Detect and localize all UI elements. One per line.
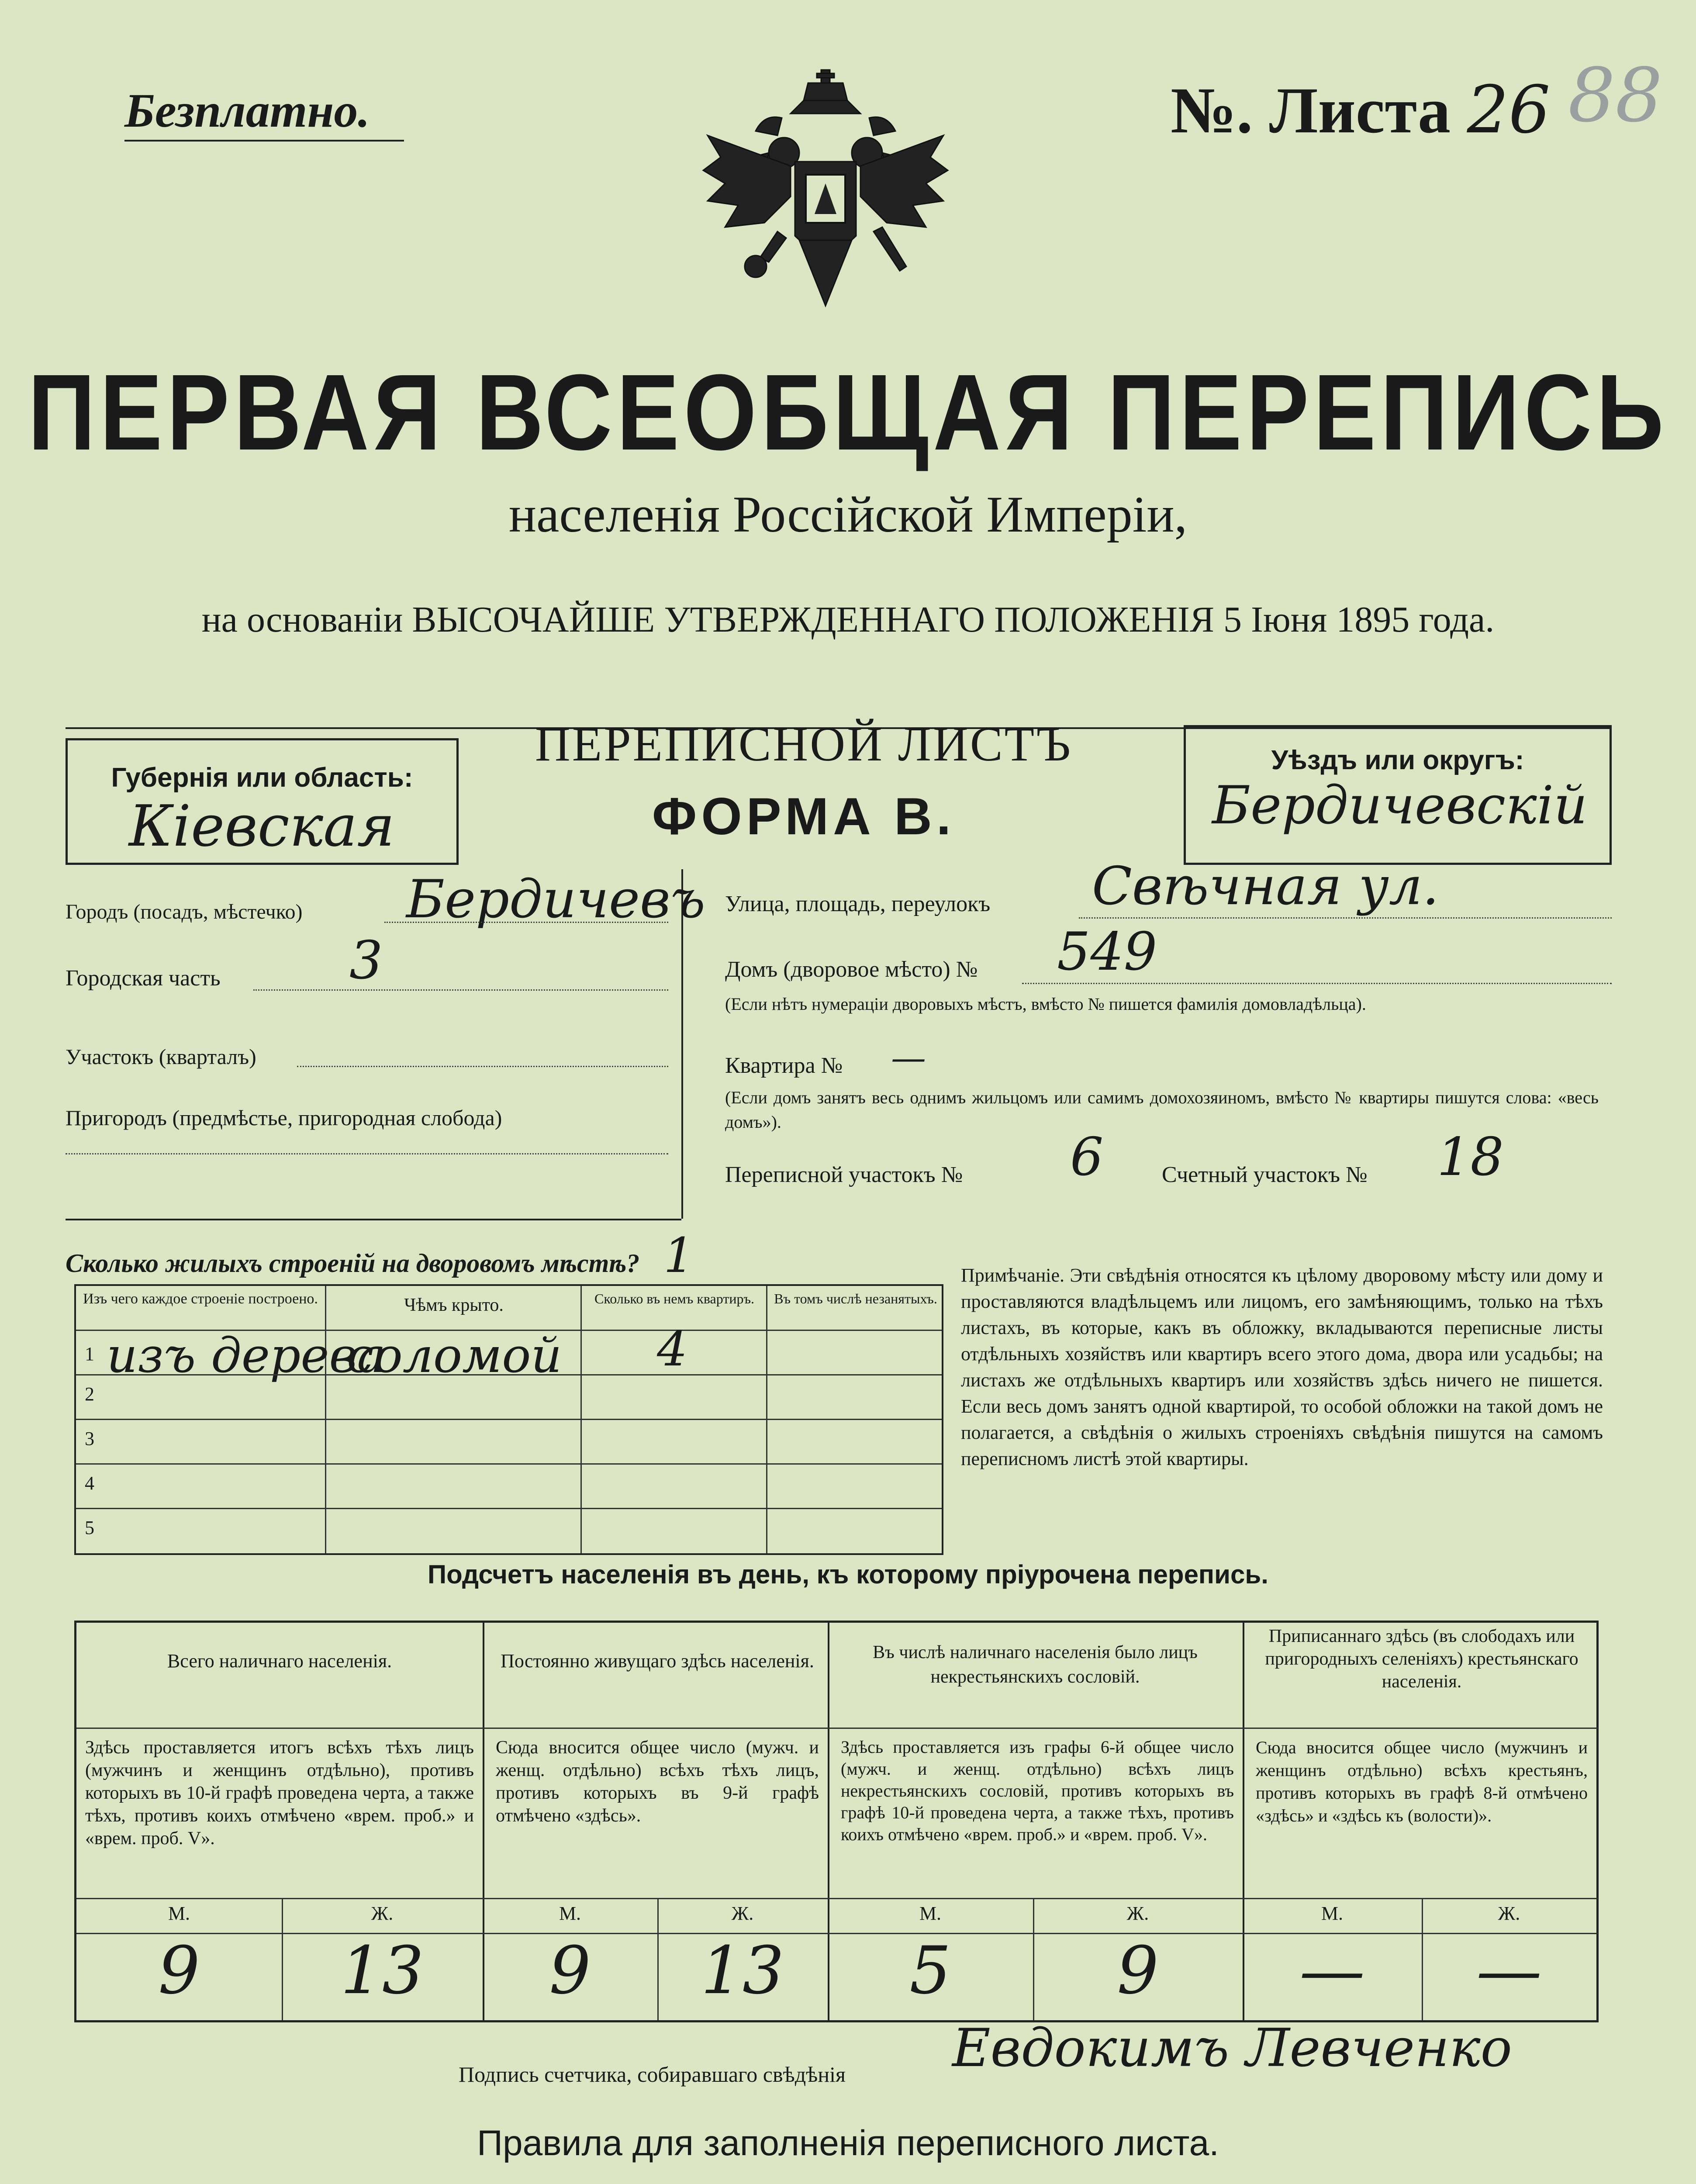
city-value: Бердичевъ xyxy=(406,869,705,930)
suburb-field-line xyxy=(66,1153,668,1154)
group-header: Постоянно живущаго здѣсь населенія. xyxy=(501,1650,814,1672)
roof-cell: соломой xyxy=(347,1327,562,1383)
subtitle: населенія Россійской Имперіи, xyxy=(508,486,1188,543)
buildings-answer: 1 xyxy=(663,1227,694,1283)
f-value: 13 xyxy=(340,1933,424,2009)
census-area-label: Переписной участокъ № xyxy=(725,1162,963,1187)
city-label: Городъ (посадъ, мѣстечко) xyxy=(66,900,303,923)
sheet-title: ПЕРЕПИСНОЙ ЛИСТЪ xyxy=(535,717,1073,771)
form-name: ФОРМА В. xyxy=(652,787,956,846)
desc-line xyxy=(76,1898,1597,1899)
row-number: 4 xyxy=(85,1472,94,1494)
f-label: Ж. xyxy=(731,1903,754,1924)
suburb-label: Пригородъ (предмѣстье, пригородная слобода) xyxy=(66,1106,502,1130)
street-label: Улица, площадь, переулокъ xyxy=(725,892,991,916)
uezd-box xyxy=(1184,725,1612,865)
group-desc: Сюда вносится общее число (мужчинъ и женщинъ отдѣльно) всѣхъ крестьянъ, противъ которыхъ въ графѣ 8-й отмѣчено «здѣсь» и «здѣсь къ (волости)». xyxy=(1256,1738,1588,1825)
table-row xyxy=(76,1419,942,1463)
city-part-label: Городская часть xyxy=(66,966,221,991)
m-label: М. xyxy=(1321,1903,1344,1924)
corner-number: 88 xyxy=(1568,52,1663,139)
house-label: Домъ (дворовое мѣсто) № xyxy=(725,957,978,982)
imperial-eagle-emblem xyxy=(690,66,961,319)
house-field-line xyxy=(1022,983,1612,984)
m-label: М. xyxy=(168,1903,190,1924)
population-title: Подсчетъ населенія въ день, къ которому пріурочена перепись. xyxy=(428,1560,1268,1589)
table-row xyxy=(76,1508,942,1552)
row-number: 1 xyxy=(85,1343,94,1365)
count-area-value: 18 xyxy=(1437,1127,1504,1188)
district-field-line xyxy=(297,1066,668,1067)
group-desc: Здѣсь проставляется изъ графы 6-й общее число (мужч. и женщ. отдѣльно) всѣхъ лицъ некрестьянскихъ сословій, противъ которыхъ въ графѣ 10-й проведена черта, а также тѣхъ, противъ коихъ отмѣчено «врем. проб.» и «врем. проб. V». xyxy=(841,1737,1234,1844)
row-number: 3 xyxy=(85,1428,94,1449)
f-label: Ж. xyxy=(1126,1903,1149,1924)
group-header: Приписаннаго здѣсь (въ слободахъ или пригородныхъ селеніяхъ) крестьянскаго населенія. xyxy=(1265,1626,1579,1692)
group-desc: Сюда вносится общее число (мужч. и женщ. отдѣльно) всѣхъ тѣхъ лицъ, противъ которыхъ въ 9-й графѣ отмѣчено «здѣсь». xyxy=(496,1738,819,1826)
house-value: 549 xyxy=(1057,922,1157,982)
row-number: 2 xyxy=(85,1383,94,1405)
m-label: М. xyxy=(559,1903,581,1924)
city-part-value: 3 xyxy=(349,930,383,991)
table-row xyxy=(76,1321,942,1383)
uezd-value: Бердичевскій xyxy=(1212,775,1588,836)
counter-signature: Евдокимъ Левченко xyxy=(952,2018,1512,2079)
f-value: — xyxy=(1476,1933,1542,2009)
city-field-line xyxy=(384,922,668,923)
apartments-cell: 4 xyxy=(657,1321,687,1377)
buildings-col-header: Сколько въ немъ квартиръ. xyxy=(594,1291,754,1306)
apartment-note: (Если домъ занятъ весь однимъ жильцомъ или самимъ домохозяиномъ, вмѣсто № квартиры пишутся слова: «весь домъ»). xyxy=(725,1088,1599,1132)
count-area-label: Счетный участокъ № xyxy=(1162,1162,1368,1187)
buildings-question: Сколько жилыхъ строеній на дворовомъ мѣстѣ? 1 xyxy=(66,1227,694,1283)
material-cell: изъ дерева xyxy=(107,1327,386,1383)
group-header: Всего наличнаго населенія. xyxy=(167,1650,392,1672)
m-value: — xyxy=(1299,1933,1365,2009)
free-label: Безплатно. xyxy=(124,84,370,137)
group-desc: Здѣсь проставляется итогъ всѣхъ тѣхъ лицъ (мужчинъ и женщинъ отдѣльно), противъ которыхъ въ 10-й графѣ проведена черта, а также тѣхъ, противъ коихъ отмѣчено «врем. проб.» и «врем. проб. V». xyxy=(85,1738,474,1849)
f-value: 13 xyxy=(701,1933,784,2009)
sheet-number: 26 xyxy=(1467,72,1551,148)
basis-line: на основаніи ВЫСОЧАЙШЕ УТВЕРЖДЕННАГО ПОЛОЖЕНІЯ 5 Іюня 1895 года. xyxy=(201,599,1495,640)
guberniya-label: Губернія или область: xyxy=(111,763,413,793)
m-value: 9 xyxy=(549,1933,591,2009)
city-part-field-line xyxy=(253,989,668,991)
buildings-note: Примѣчаніе. Эти свѣдѣнія относятся къ цѣлому дворовому мѣсту или дому и проставляются владѣльцемъ или лицомъ, его замѣняющимъ, только на тѣхъ листахъ, въ которые, какъ въ обложку, вкладываются переписные листы отдѣльныхъ хозяйствъ или квартиръ всего этого дома, двора или усадьбы; на листахъ же отдѣльныхъ квартиръ или хозяйствъ здѣсь ничего не пишется. Если весь домъ занятъ одной квартирой, то особой обложки на такой домъ не полагается, а свѣдѣнія о жилыхъ строеніяхъ свѣдѣнія пишутся на самомъ переписномъ листѣ этой квартиры. xyxy=(961,1265,1603,1469)
m-value: 5 xyxy=(909,1933,951,2009)
street-field-line xyxy=(1079,917,1612,919)
buildings-col-header: Изъ чего каждое строеніе построено. xyxy=(83,1291,318,1307)
house-note: (Если нѣтъ нумераціи дворовыхъ мѣстъ, вмѣсто № пишется фамилія домовладѣльца). xyxy=(725,994,1366,1014)
buildings-table xyxy=(74,1284,943,1555)
signature-label: Подпись счетчика, собиравшаго свѣдѣнія xyxy=(459,2062,846,2087)
table-row xyxy=(76,1463,942,1508)
street-value: Свѣчная ул. xyxy=(1092,856,1439,917)
sheet-label: №. Листа xyxy=(1171,74,1451,147)
f-label: Ж. xyxy=(371,1903,394,1924)
district-label: Участокъ (кварталъ) xyxy=(66,1044,256,1069)
header-line xyxy=(76,1728,1597,1729)
apartment-label: Квартира № xyxy=(725,1053,843,1078)
rules-title: Правила для заполненія переписного листа. xyxy=(477,2123,1219,2163)
table-row xyxy=(76,1374,942,1419)
f-label: Ж. xyxy=(1498,1903,1520,1924)
buildings-col-header: Чѣмъ крыто. xyxy=(404,1295,504,1315)
f-value: 9 xyxy=(1117,1933,1159,2009)
buildings-col-header: Въ томъ числѣ незанятыхъ. xyxy=(774,1291,937,1306)
sheet-number-block xyxy=(1171,72,1550,148)
m-value: 9 xyxy=(158,1933,200,2009)
m-label: М. xyxy=(919,1903,942,1924)
guberniya-value: Кіевская xyxy=(129,793,395,859)
population-table xyxy=(74,1621,1599,2022)
apartment-value: — xyxy=(891,1037,926,1078)
address-bottom-line xyxy=(66,1219,681,1220)
census-area-value: 6 xyxy=(1070,1127,1104,1188)
guberniya-box xyxy=(66,738,459,865)
main-title: ПЕРВАЯ ВСЕОБЩАЯ ПЕРЕПИСЬ xyxy=(28,351,1668,473)
row-number: 5 xyxy=(85,1517,94,1538)
group-header: Въ числѣ наличнаго населенія было лицъ некрестьянскихъ сословій. xyxy=(873,1642,1198,1687)
uezd-label: Уѣздъ или округъ: xyxy=(1271,745,1524,775)
free-underline xyxy=(124,140,404,142)
